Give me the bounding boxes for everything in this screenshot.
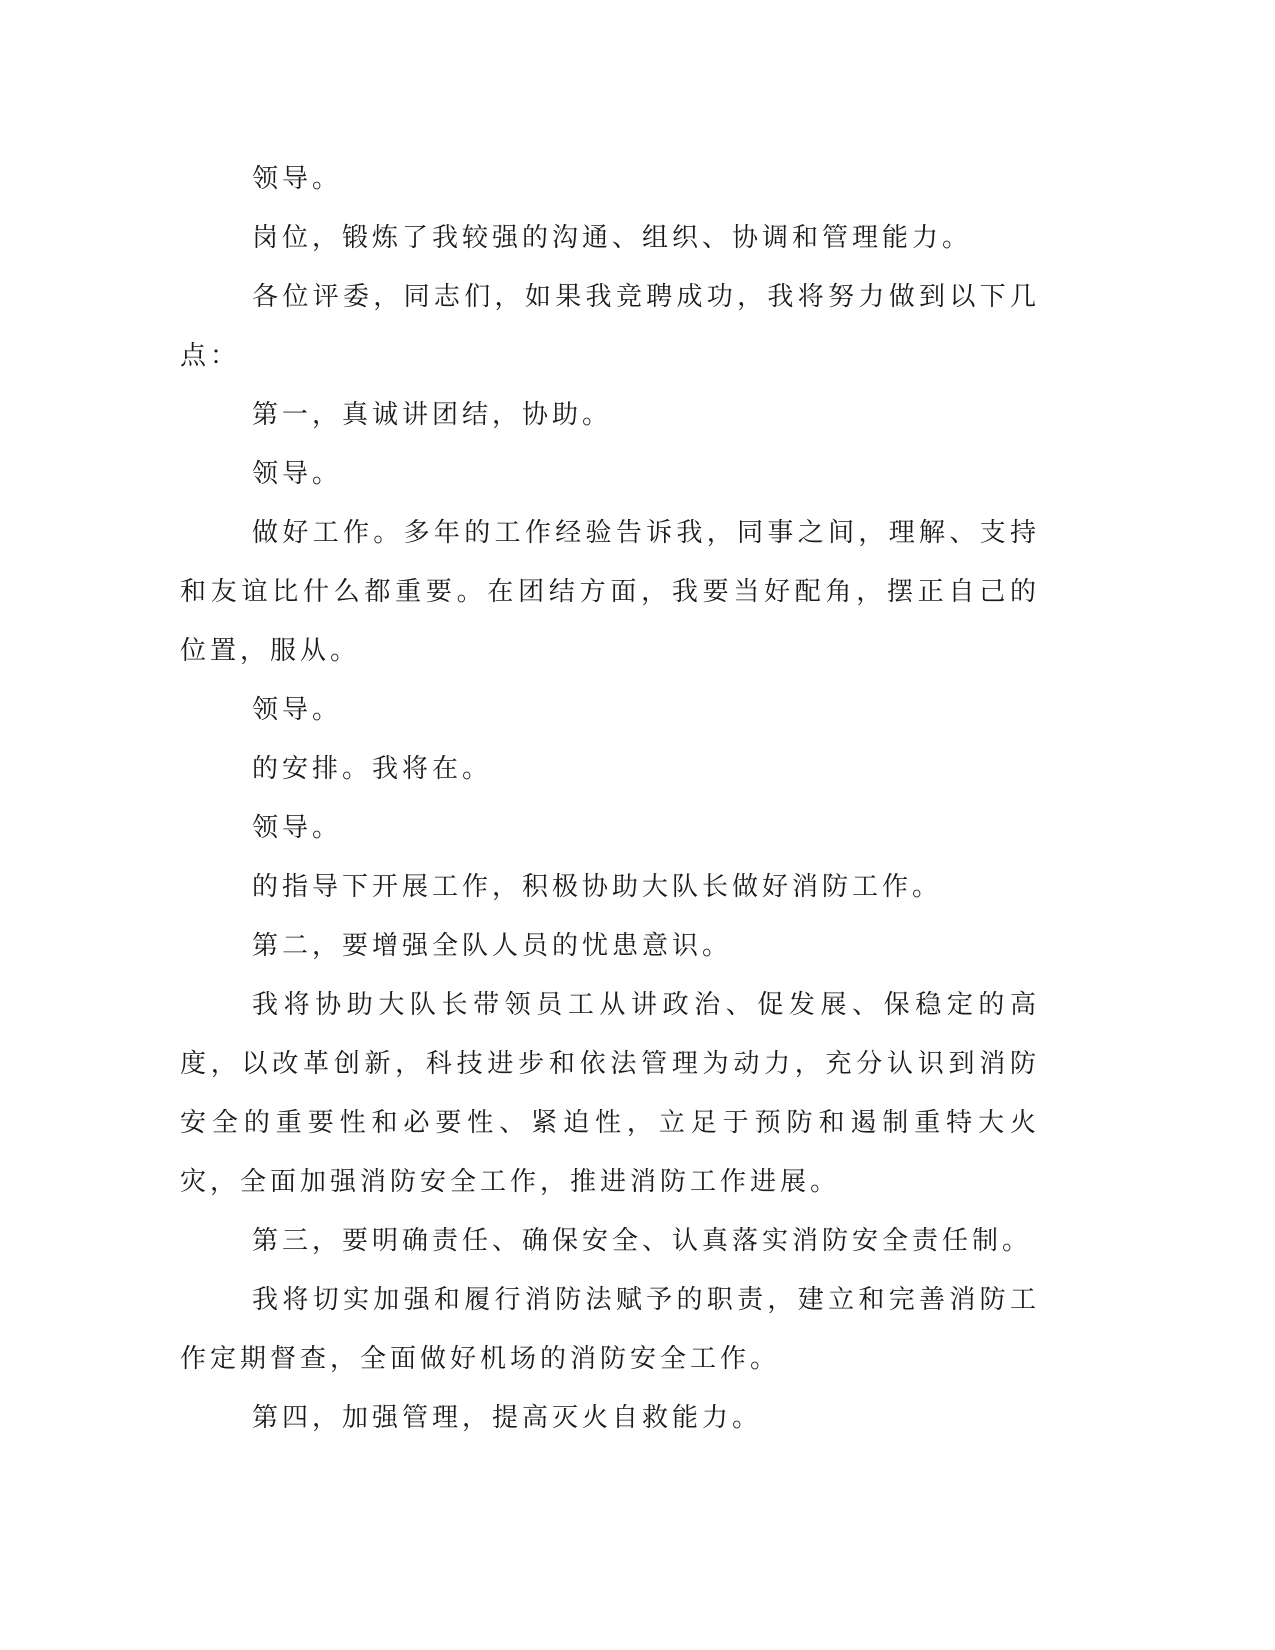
paragraph: 第三，要明确责任、确保安全、认真落实消防安全责任制。 <box>252 1226 1033 1256</box>
paragraph: 做好工作。多年的工作经验告诉我，同事之间，理解、支持和友谊比什么都重要。在团结方面，我要当好配角，摆正自己的位置，服从。 <box>180 518 1040 666</box>
paragraph: 第二，要增强全队人员的忧患意识。 <box>252 931 733 961</box>
paragraph: 领导。 <box>252 459 343 489</box>
document-body <box>180 150 1040 1448</box>
paragraph: 第一，真诚讲团结，协助。 <box>252 400 613 430</box>
paragraph: 领导。 <box>252 813 343 843</box>
paragraph: 的指导下开展工作，积极协助大队长做好消防工作。 <box>252 872 943 902</box>
paragraph: 领导。 <box>252 164 343 194</box>
paragraph: 领导。 <box>252 695 343 725</box>
paragraph: 我将切实加强和履行消防法赋予的职责，建立和完善消防工作定期督查，全面做好机场的消防安全工作。 <box>180 1285 1040 1374</box>
paragraph: 的安排。我将在。 <box>252 754 493 784</box>
paragraph: 第四，加强管理，提高灭火自救能力。 <box>252 1403 763 1433</box>
paragraph: 各位评委，同志们，如果我竞聘成功，我将努力做到以下几点： <box>180 282 1040 371</box>
paragraph: 岗位，锻炼了我较强的沟通、组织、协调和管理能力。 <box>252 223 973 253</box>
paragraph: 我将协助大队长带领员工从讲政治、促发展、保稳定的高度，以改革创新，科技进步和依法管理为动力，充分认识到消防安全的重要性和必要性、紧迫性，立足于预防和遏制重特大火灾，全面加强消防安全工作，推进消防工作进展。 <box>180 990 1040 1197</box>
